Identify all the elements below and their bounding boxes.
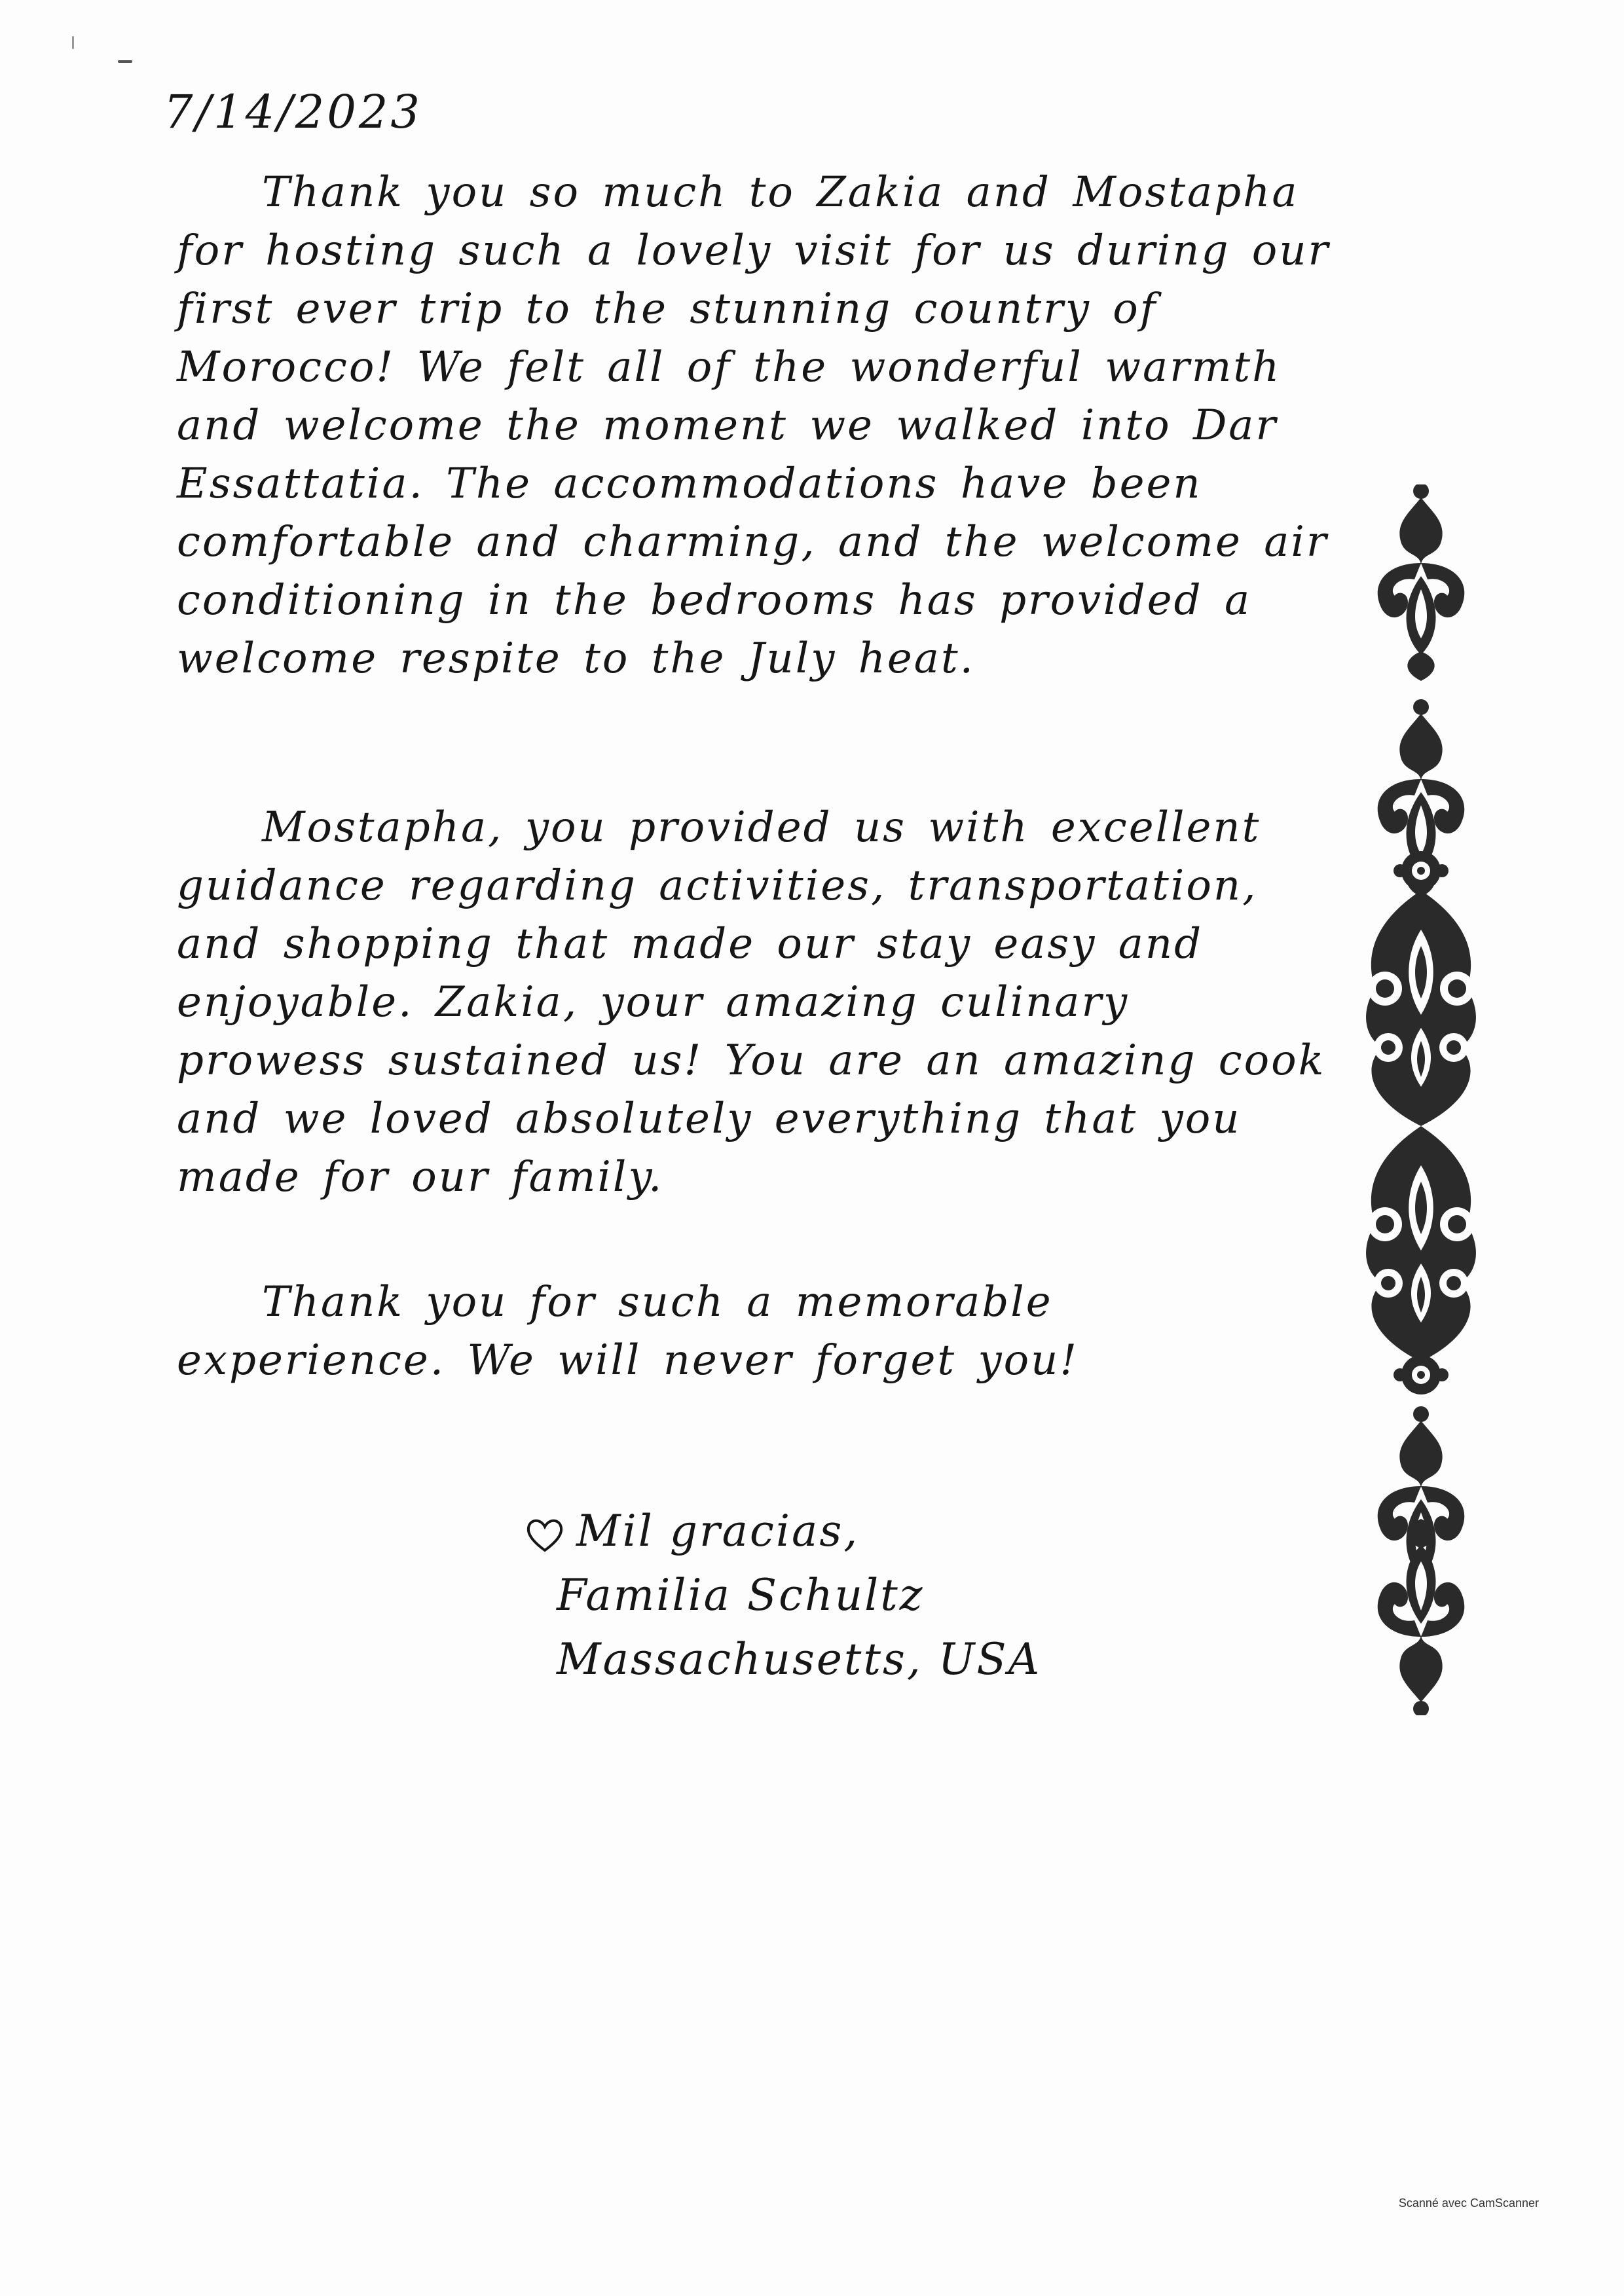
letter-paragraph-1: Thank you so much to Zakia and Mostapha for hosting such a lovely visit for us during our first ever trip to the stunning country of Morocco! We felt all of the wonderful warmth and welcome the moment we walked into Dar Essattatia. The accommodations have been comfortable and charming, and the welcome air conditioning in the bedrooms has provided a welcome respite to the July heat. — [177, 168, 1331, 683]
heart-icon — [524, 1515, 566, 1554]
closing-signature: Familia Schultz — [557, 1570, 925, 1620]
letter-paragraph-2: Mostapha, you provided us with excellent guidance regarding activities, transportation, and shopping that made our stay easy and enjoyable. Zakia, your amazing culinary prowess sustained us! You are an amazing cook and we loved absolutely everything that you made for our family. — [177, 803, 1326, 1201]
closing-salutation-line — [524, 1499, 1041, 1563]
letter-date: 7/14/2023 — [164, 85, 422, 139]
scanner-watermark: Scanné avec CamScanner — [1398, 2196, 1539, 2210]
closing-location: Massachusetts, USA — [557, 1634, 1042, 1685]
damask-border-ornament — [1323, 484, 1519, 1715]
scan-artifact-mark — [72, 36, 74, 49]
closing-salutation: Mil gracias, — [576, 1506, 860, 1556]
letter-paragraph-3: Thank you for such a memorable experience. We will never forget you! — [177, 1278, 1079, 1385]
scan-artifact-mark — [118, 60, 132, 63]
letter-closing — [524, 1499, 1041, 1692]
